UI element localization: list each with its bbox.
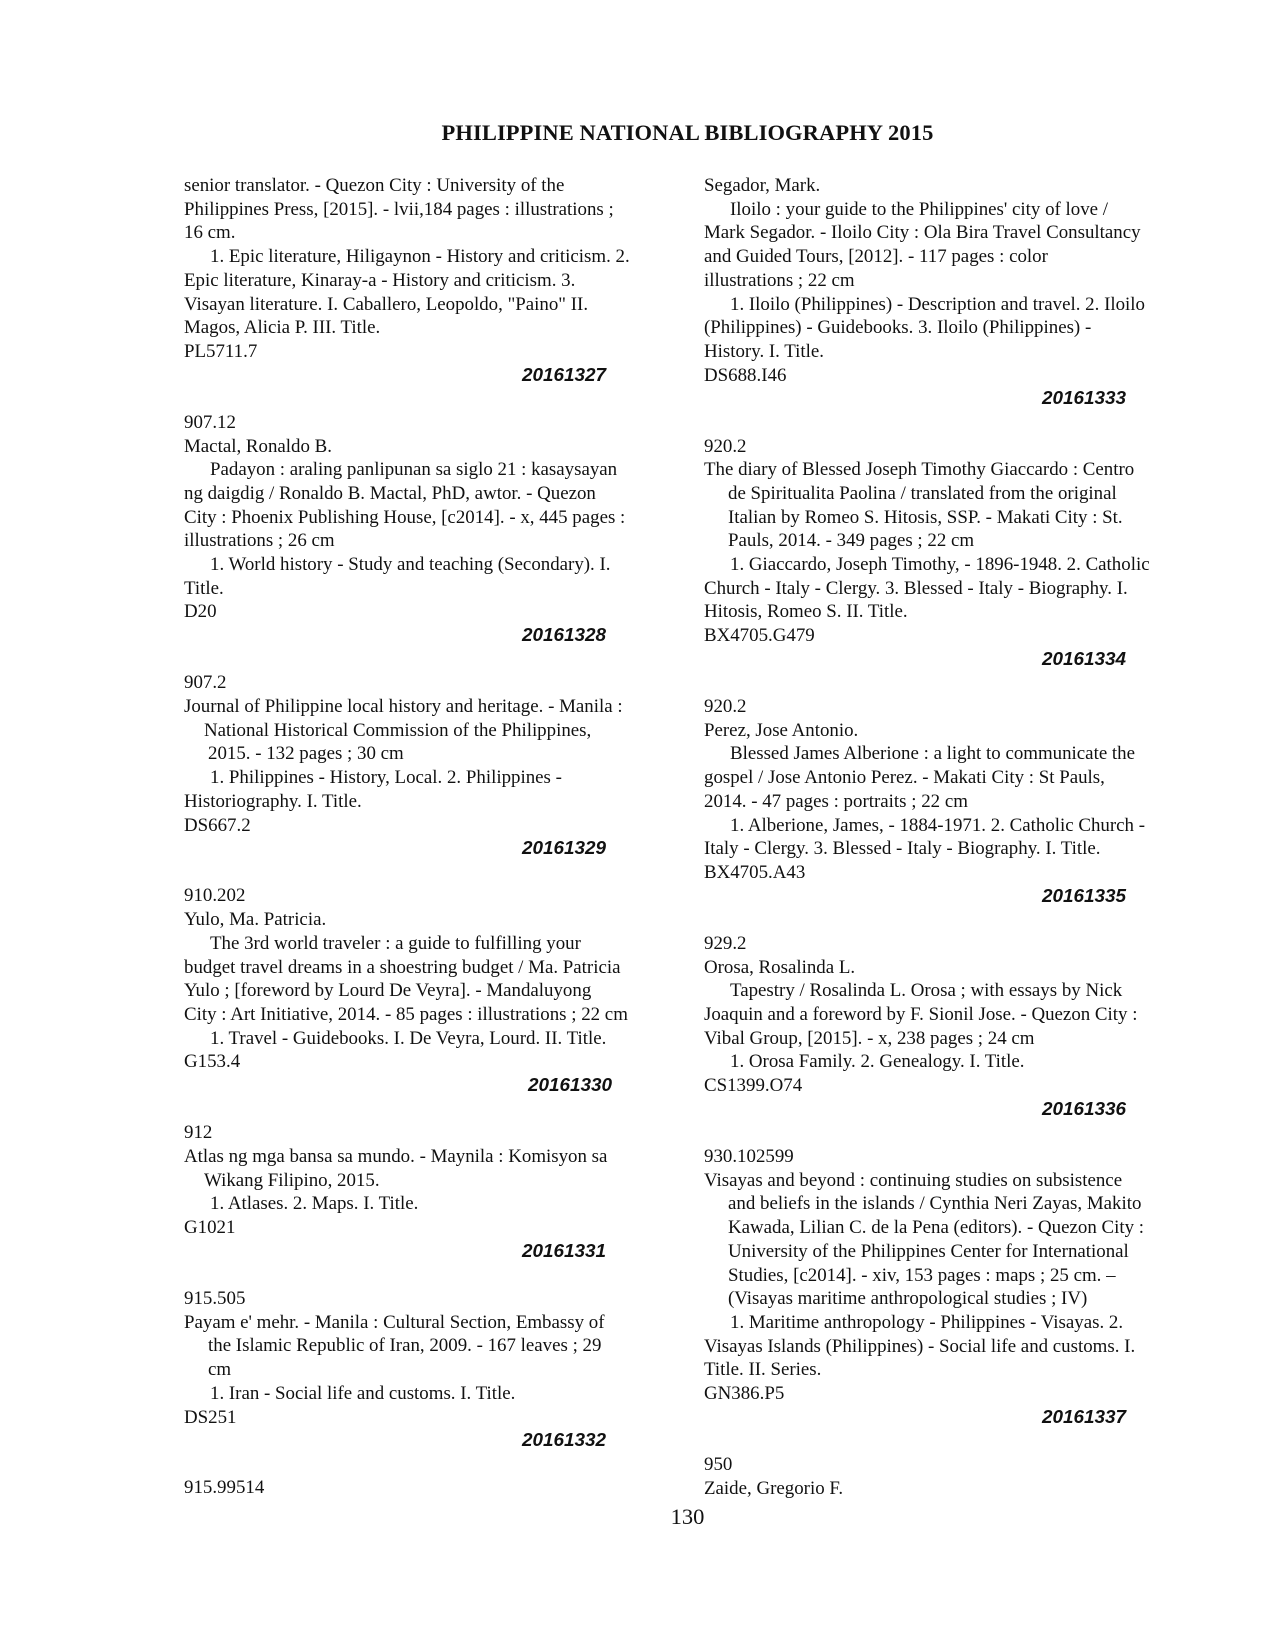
- title-statement: Italian by Romeo S. Hitosis, SSP. - Makati City : St.: [728, 506, 1123, 528]
- title-statement: ng daigdig / Ronaldo B. Mactal, PhD, awtor. - Quezon: [184, 482, 596, 504]
- author: Orosa, Rosalinda L.: [704, 956, 856, 978]
- title-statement: Vibal Group, [2015]. - x, 238 pages ; 24 cm: [704, 1027, 1035, 1049]
- classification-number: 920.2: [704, 696, 747, 718]
- call-number: D20: [184, 601, 217, 623]
- title-statement: Pauls, 2014. - 349 pages ; 22 cm: [728, 530, 975, 552]
- title-statement: Journal of Philippine local history and heritage. - Manila :: [184, 696, 623, 718]
- author: Mactal, Ronaldo B.: [184, 435, 332, 457]
- title-statement: Iloilo : your guide to the Philippines' city of love /: [730, 198, 1109, 220]
- right-column: [704, 174, 1182, 1524]
- call-number: G1021: [184, 1217, 236, 1239]
- subject-notes: History. I. Title.: [704, 340, 825, 362]
- classification-number: 907.12: [184, 411, 236, 433]
- title-statement: cm: [208, 1359, 232, 1381]
- title-statement: Payam e' mehr. - Manila : Cultural Section, Embassy of: [184, 1311, 605, 1333]
- page-title: PHILIPPINE NATIONAL BIBLIOGRAPHY 2015: [441, 120, 934, 145]
- subject-notes: Visayan literature. I. Caballero, Leopoldo, "Paino" II.: [184, 293, 589, 315]
- control-number: 20161331: [521, 1240, 606, 1262]
- title-statement: 2014. - 47 pages : portraits ; 22 cm: [704, 790, 968, 812]
- subject-notes: 1. Philippines - History, Local. 2. Philippines -: [210, 767, 562, 789]
- title-statement: Kawada, Lilian C. de la Pena (editors). - Quezon City :: [728, 1217, 1144, 1239]
- title-statement: Joaquin and a foreword by F. Sionil Jose. - Quezon City :: [704, 1004, 1138, 1025]
- classification-number: 907.2: [184, 672, 227, 694]
- subject-notes: 1. Maritime anthropology - Philippines - Visayas. 2.: [730, 1311, 1124, 1333]
- control-number: 20161335: [1041, 885, 1126, 907]
- classification-number: 910.202: [184, 885, 246, 907]
- subject-notes: Church - Italy - Clergy. 3. Blessed - Italy - Biography. I.: [704, 577, 1128, 599]
- subject-notes: Visayas Islands (Philippines) - Social life and customs. I.: [704, 1335, 1136, 1357]
- title-statement: National Historical Commission of the Philippines,: [204, 719, 592, 741]
- control-number: 20161336: [1041, 1098, 1126, 1120]
- subject-notes: 1. Travel - Guidebooks. I. De Veyra, Lourd. II. Title.: [210, 1027, 607, 1049]
- subject-notes: Historiography. I. Title.: [184, 790, 362, 812]
- classification-number: 920.2: [704, 435, 747, 457]
- left-column: [184, 174, 662, 1524]
- control-number: 20161337: [1041, 1406, 1126, 1428]
- call-number: DS688.I46: [704, 364, 787, 386]
- title-statement: The 3rd world traveler : a guide to fulfilling your: [210, 932, 581, 954]
- bib-entry: [704, 1453, 1182, 1500]
- subject-notes: 1. Giaccardo, Joseph Timothy, - 1896-1948. 2. Catholic: [730, 554, 1150, 576]
- control-number: 20161327: [521, 364, 606, 386]
- title-statement: University of the Philippines Center for International: [728, 1240, 1129, 1262]
- bib-entry: [704, 174, 1182, 411]
- title-statement: The diary of Blessed Joseph Timothy Giaccardo : Centro: [704, 459, 1135, 481]
- call-number: PL5711.7: [184, 340, 258, 362]
- bib-entry: [704, 932, 1182, 1122]
- subject-notes: 1. World history - Study and teaching (Secondary). I.: [210, 554, 611, 576]
- control-number: 20161330: [527, 1075, 612, 1097]
- control-number: 20161334: [1041, 648, 1126, 670]
- title-statement: Visayas and beyond : continuing studies on subsistence: [704, 1169, 1123, 1191]
- bib-entry: [184, 174, 662, 387]
- entry-line: 16 cm.: [184, 222, 236, 244]
- title-statement: and beliefs in the islands / Cynthia Neri Zayas, Makito: [728, 1193, 1142, 1215]
- control-number: 20161333: [1041, 388, 1126, 410]
- subject-notes: 1. Iran - Social life and customs. I. Title.: [210, 1382, 516, 1404]
- bib-entry: [184, 1121, 662, 1263]
- title-statement: de Spiritualita Paolina / translated from the original: [728, 482, 1117, 504]
- title-statement: Tapestry / Rosalinda L. Orosa ; with essays by Nick: [730, 980, 1123, 1002]
- call-number: BX4705.G479: [704, 625, 815, 647]
- subject-notes: Title. II. Series.: [704, 1359, 822, 1381]
- author: Zaide, Gregorio F.: [704, 1477, 844, 1499]
- bib-entry: [184, 411, 662, 648]
- subject-notes: Magos, Alicia P. III. Title.: [184, 317, 381, 339]
- title-statement: City : Art Initiative, 2014. - 85 pages : illustrations ; 22 cm: [184, 1004, 628, 1025]
- title-statement: illustrations ; 26 cm: [184, 530, 335, 552]
- entry-line: senior translator. - Quezon City : University of the: [184, 175, 565, 196]
- classification-number: 915.505: [184, 1288, 246, 1310]
- subject-notes: 1. Alberione, James, - 1884-1971. 2. Catholic Church -: [730, 814, 1145, 836]
- call-number: DS667.2: [184, 814, 251, 836]
- title-statement: Mark Segador. - Iloilo City : Ola Bira Travel Consultancy: [704, 222, 1141, 244]
- call-number: BX4705.A43: [704, 861, 806, 883]
- title-statement: Blessed James Alberione : a light to communicate the: [730, 743, 1136, 765]
- title-statement: Yulo ; [foreword by Lourd De Veyra]. - Mandaluyong: [184, 980, 592, 1002]
- title-statement: and Guided Tours, [2012]. - 117 pages : color: [704, 246, 1048, 268]
- title-statement: City : Phoenix Publishing House, [c2014]. - x, 445 pages :: [184, 506, 626, 528]
- subject-notes: 1. Iloilo (Philippines) - Description and travel. 2. Iloilo: [730, 293, 1145, 315]
- control-number: 20161332: [521, 1430, 606, 1452]
- control-number: 20161329: [521, 838, 606, 860]
- bib-entry: [184, 1476, 662, 1500]
- subject-notes: Title.: [184, 577, 224, 599]
- subject-notes: 1. Atlases. 2. Maps. I. Title.: [210, 1193, 419, 1215]
- bib-entry: [704, 435, 1182, 672]
- author: Segador, Mark.: [704, 175, 821, 196]
- subject-notes: Italy - Clergy. 3. Blessed - Italy - Biography. I. Title.: [704, 838, 1101, 860]
- classification-number: 929.2: [704, 932, 747, 954]
- call-number: CS1399.O74: [704, 1075, 803, 1097]
- subject-notes: Epic literature, Kinaray-a - History and criticism. 3.: [184, 269, 576, 291]
- bib-entry: [184, 671, 662, 861]
- subject-notes: 1. Epic literature, Hiligaynon - History and criticism. 2.: [210, 246, 630, 268]
- bib-entry: [184, 1287, 662, 1453]
- bib-entry: [704, 695, 1182, 908]
- classification-number: 912: [184, 1122, 213, 1144]
- call-number: DS251: [184, 1406, 237, 1428]
- subject-notes: (Philippines) - Guidebooks. 3. Iloilo (Philippines) -: [704, 317, 1092, 339]
- title-statement: the Islamic Republic of Iran, 2009. - 167 leaves ; 29: [208, 1335, 602, 1357]
- page-number: 130: [670, 1504, 705, 1529]
- title-statement: illustrations ; 22 cm: [704, 269, 855, 291]
- subject-notes: 1. Orosa Family. 2. Genealogy. I. Title.: [730, 1051, 1025, 1073]
- author: Perez, Jose Antonio.: [704, 719, 859, 741]
- series-statement: (Visayas maritime anthropological studies ; IV): [728, 1288, 1088, 1310]
- bib-entry: [704, 1145, 1182, 1429]
- classification-number: 950: [704, 1453, 733, 1475]
- title-statement: budget travel dreams in a shoestring budget / Ma. Patricia: [184, 956, 621, 978]
- control-number: 20161328: [521, 625, 606, 647]
- title-statement: Wikang Filipino, 2015.: [204, 1169, 380, 1191]
- entry-line: Philippines Press, [2015]. - lvii,184 pages : illustrations ;: [184, 198, 614, 220]
- classification-number: 915.99514: [184, 1477, 265, 1499]
- title-statement: 2015. - 132 pages ; 30 cm: [208, 743, 404, 765]
- author: Yulo, Ma. Patricia.: [184, 909, 327, 931]
- call-number: G153.4: [184, 1051, 241, 1073]
- title-statement: gospel / Jose Antonio Perez. - Makati City : St Pauls,: [704, 767, 1105, 789]
- bib-entry: [184, 884, 662, 1097]
- subject-notes: Hitosis, Romeo S. II. Title.: [704, 601, 908, 623]
- title-statement: Padayon : araling panlipunan sa siglo 21 : kasaysayan: [210, 459, 618, 481]
- title-statement: Studies, [c2014]. - xiv, 153 pages : maps ; 25 cm. –: [728, 1264, 1116, 1286]
- classification-number: 930.102599: [704, 1146, 794, 1168]
- call-number: GN386.P5: [704, 1383, 785, 1405]
- title-statement: Atlas ng mga bansa sa mundo. - Maynila : Komisyon sa: [184, 1146, 608, 1168]
